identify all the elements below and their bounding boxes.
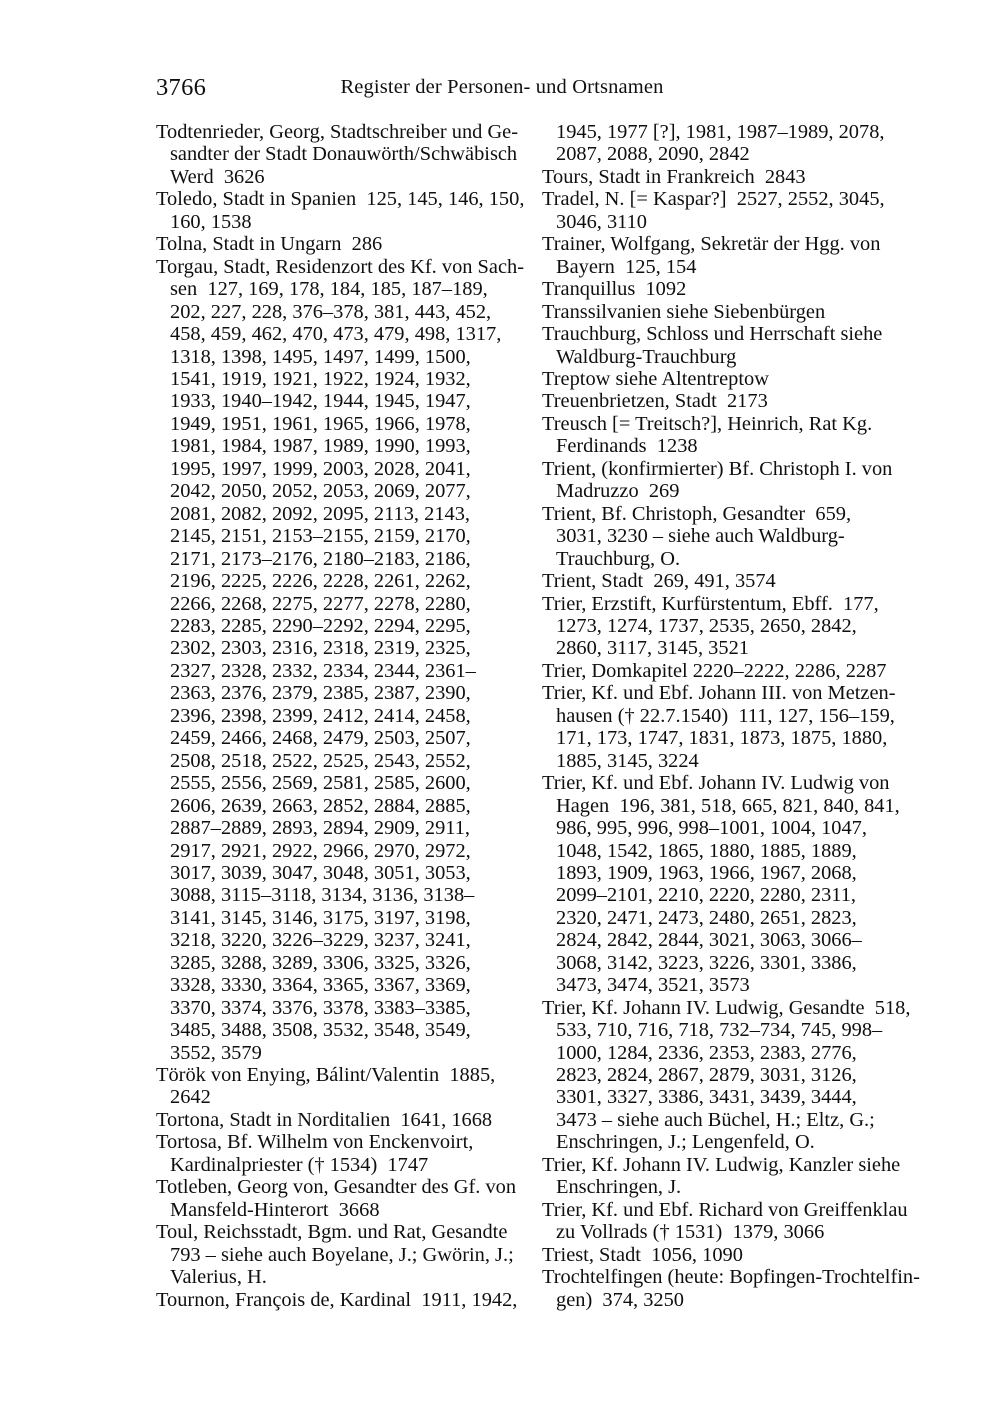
entry-line: Valerius, H.: [170, 1266, 267, 1289]
entry-line: Török von Enying, Bálint/Valentin 1885,: [156, 1064, 496, 1087]
page-header: [156, 74, 848, 106]
entry-line: 1541, 1919, 1921, 1922, 1924, 1932,: [170, 367, 471, 390]
entry-line: 3301, 3327, 3386, 3431, 3439, 3444,: [556, 1086, 857, 1109]
entry-line: Mansfeld-Hinterort 3668: [170, 1198, 380, 1221]
entry-treptow: [542, 368, 882, 390]
entry-line: 2917, 2921, 2922, 2966, 2970, 2972,: [170, 839, 471, 862]
entry-line: 1949, 1951, 1961, 1965, 1966, 1978,: [170, 412, 471, 435]
entry-line: 160, 1538: [170, 210, 252, 233]
entry-line: Totleben, Georg von, Gesandter des Gf. von: [156, 1176, 517, 1199]
entry-line: Trauchburg, Schloss und Herrschaft siehe: [542, 323, 883, 346]
entry-line: Tortosa, Bf. Wilhelm von Enckenvoirt,: [156, 1131, 474, 1154]
entry-line: 1945, 1977 [?], 1981, 1987–1989, 2078,: [556, 121, 885, 143]
entry-line: 2459, 2466, 2468, 2479, 2503, 2507,: [170, 727, 471, 750]
entry-transsilvanien: [542, 301, 882, 323]
entry-line: Madruzzo 269: [556, 480, 680, 503]
entry-line: 3218, 3220, 3226–3229, 3237, 3241,: [170, 929, 471, 952]
entry-line: 2824, 2842, 2844, 3021, 3063, 3066–: [556, 929, 862, 952]
entry-triest: [542, 1244, 882, 1266]
index-column-left: [156, 121, 525, 1311]
entry-line: Treusch [= Treitsch?], Heinrich, Rat Kg.: [542, 412, 873, 435]
page-number: 3766: [156, 74, 207, 101]
entry-tolna: [156, 233, 496, 255]
entry-line: 202, 227, 228, 376–378, 381, 443, 452,: [170, 300, 492, 323]
entry-line: 2196, 2225, 2226, 2228, 2261, 2262,: [170, 570, 471, 593]
entry-line: Torgau, Stadt, Residenzort des Kf. von Sach-: [156, 255, 524, 278]
entry-line: 1893, 1909, 1963, 1966, 1967, 2068,: [556, 861, 857, 884]
entry-tradel: [542, 188, 885, 233]
entry-totleben: [156, 1176, 517, 1221]
entry-line: Tortona, Stadt in Norditalien 1641, 1668: [156, 1108, 493, 1131]
entry-line: gen) 374, 3250: [556, 1288, 684, 1311]
entry-line: 2302, 2303, 2316, 2318, 2319, 2325,: [170, 637, 471, 660]
entry-line: 1885, 3145, 3224: [556, 749, 699, 772]
entry-line: Trier, Kf. Johann IV. Ludwig, Kanzler siehe: [542, 1153, 901, 1176]
entry-line: 2042, 2050, 2052, 2053, 2069, 2077,: [170, 480, 471, 503]
entry-trient-bf-christoph-i: [542, 457, 893, 503]
entry-line: 2327, 2328, 2332, 2334, 2344, 2361–: [170, 659, 476, 682]
entry-toul: [156, 1221, 514, 1289]
entry-line: Kardinalpriester († 1534) 1747: [170, 1153, 429, 1176]
entry-line: 3017, 3039, 3047, 3048, 3051, 3053,: [170, 861, 471, 884]
entry-trauchburg: [542, 323, 882, 368]
entry-line: Trier, Kf. und Ebf. Johann III. von Metzen-: [542, 682, 896, 705]
entry-toeroek-von-enying: [156, 1064, 496, 1109]
entry-line: 793 – siehe auch Boyelane, J.; Gwörin, J.;: [170, 1243, 514, 1266]
entry-line: 2081, 2082, 2092, 2095, 2113, 2143,: [170, 502, 471, 525]
entry-line: 3046, 3110: [556, 210, 648, 233]
entry-line: 3031, 3230 – siehe auch Waldburg-: [556, 525, 845, 548]
entry-trier-johann-iv-gesandte: [542, 996, 911, 1154]
entry-line: hausen († 22.7.1540) 111, 127, 156–159,: [556, 704, 895, 727]
entry-line: Trier, Kf. und Ebf. Johann IV. Ludwig von: [542, 772, 890, 795]
entry-line: 3552, 3579: [170, 1041, 262, 1064]
running-head-title: Register der Personen- und Ortsnamen: [340, 76, 664, 98]
entry-tournon-continued: [542, 121, 885, 166]
entry-line: 1933, 1940–1942, 1944, 1945, 1947,: [170, 390, 471, 413]
entry-line: Toul, Reichsstadt, Bgm. und Rat, Gesandte: [156, 1221, 508, 1244]
entry-line: 2145, 2151, 2153–2155, 2159, 2170,: [170, 525, 471, 548]
entry-line: 2363, 2376, 2379, 2385, 2387, 2390,: [170, 682, 471, 705]
entry-line: Ferdinands 1238: [556, 435, 698, 458]
entry-line: 3473 – siehe auch Büchel, H.; Eltz, G.;: [556, 1108, 875, 1131]
entry-torgau: [156, 255, 524, 1064]
entry-trient-bf-christoph-gesandter: [542, 503, 882, 570]
entry-tournon: [156, 1288, 518, 1311]
entry-line: Treptow siehe Altentreptow: [542, 367, 769, 390]
entry-trier-erzstift: [542, 593, 882, 660]
entry-trier-domkapitel: [542, 659, 887, 682]
entry-tours: [542, 166, 882, 188]
entry-trier-johann-iv-kanzler: [542, 1153, 901, 1199]
entry-line: 2887–2889, 2893, 2894, 2909, 2911,: [170, 817, 471, 840]
entry-trient-stadt: [542, 570, 882, 592]
entry-line: 2642: [170, 1086, 211, 1109]
entry-line: 2823, 2824, 2867, 2879, 3031, 3126,: [556, 1064, 857, 1087]
entry-line: Trier, Kf. Johann IV. Ludwig, Gesandte 518,: [542, 996, 911, 1019]
entry-line: 3473, 3474, 3521, 3573: [556, 974, 750, 997]
entry-treuenbrietzen: [542, 390, 882, 412]
entry-line: 1995, 1997, 1999, 2003, 2028, 2041,: [170, 457, 471, 480]
entry-line: zu Vollrads († 1531) 1379, 3066: [556, 1221, 825, 1244]
entry-line: 2266, 2268, 2275, 2277, 2278, 2280,: [170, 592, 471, 615]
entry-line: Tradel, N. [= Kaspar?] 2527, 2552, 3045,: [542, 188, 885, 211]
entry-line: Todtenrieder, Georg, Stadtschreiber und Ge-: [156, 121, 519, 143]
entry-line: Trainer, Wolfgang, Sekretär der Hgg. von: [542, 233, 881, 256]
entry-todtenrieder: [156, 121, 519, 188]
entry-line: 171, 173, 1747, 1831, 1873, 1875, 1880,: [556, 727, 888, 750]
entry-tortosa: [156, 1131, 496, 1176]
entry-line: 2099–2101, 2210, 2220, 2280, 2311,: [556, 884, 857, 907]
entry-line: 1318, 1398, 1495, 1497, 1499, 1500,: [170, 345, 471, 368]
entry-line: 3370, 3374, 3376, 3378, 3383–3385,: [170, 996, 471, 1019]
entry-line: Tolna, Stadt in Ungarn 286: [156, 233, 383, 256]
entry-line: Hagen 196, 381, 518, 665, 821, 840, 841,: [556, 794, 900, 817]
entry-line: Tranquillus 1092: [542, 278, 687, 301]
entry-trier-richard: [542, 1198, 908, 1244]
entry-line: Tours, Stadt in Frankreich 2843: [542, 165, 806, 188]
entry-line: sen 127, 169, 178, 184, 185, 187–189,: [170, 278, 488, 301]
entry-line: 2171, 2173–2176, 2180–2183, 2186,: [170, 547, 471, 570]
entry-line: Enschringen, J.: [556, 1176, 682, 1199]
entry-line: 2283, 2285, 2290–2292, 2294, 2295,: [170, 614, 471, 637]
entry-line: Bayern 125, 154: [556, 255, 697, 278]
entry-line: 3068, 3142, 3223, 3226, 3301, 3386,: [556, 951, 857, 974]
entry-line: Treuenbrietzen, Stadt 2173: [542, 390, 768, 413]
entry-trier-johann-iii: [542, 682, 896, 772]
entry-line: Trochtelfingen (heute: Bopfingen-Trochtelfin-: [542, 1266, 920, 1289]
entry-line: 3285, 3288, 3289, 3306, 3325, 3326,: [170, 951, 471, 974]
entry-line: 2555, 2556, 2569, 2581, 2585, 2600,: [170, 772, 471, 795]
entry-line: Trier, Kf. und Ebf. Richard von Greiffenklau: [542, 1198, 908, 1221]
entry-line: Enschringen, J.; Lengenfeld, O.: [556, 1131, 815, 1154]
entry-line: 533, 710, 716, 718, 732–734, 745, 998–: [556, 1019, 883, 1042]
entry-line: Trauchburg, O.: [556, 547, 681, 570]
entry-line: 2606, 2639, 2663, 2852, 2884, 2885,: [170, 794, 471, 817]
entry-line: 3088, 3115–3118, 3134, 3136, 3138–: [170, 884, 475, 907]
entry-line: Waldburg-Trauchburg: [556, 345, 737, 368]
entry-line: Werd 3626: [170, 165, 265, 188]
entry-line: Trier, Erzstift, Kurfürstentum, Ebff. 177,: [542, 592, 879, 615]
entry-line: 3328, 3330, 3364, 3365, 3367, 3369,: [170, 974, 471, 997]
entry-line: Trient, (konfirmierter) Bf. Christoph I. von: [542, 457, 893, 480]
entry-trainer: [542, 233, 882, 278]
entry-line: 1048, 1542, 1865, 1880, 1885, 1889,: [556, 839, 857, 862]
entry-line: 3485, 3488, 3508, 3532, 3548, 3549,: [170, 1019, 471, 1042]
entry-line: Trient, Bf. Christoph, Gesandter 659,: [542, 502, 852, 525]
entry-line: 2860, 3117, 3145, 3521: [556, 637, 749, 660]
entry-trochtelfingen: [542, 1266, 920, 1311]
entry-line: 2087, 2088, 2090, 2842: [556, 143, 750, 166]
entry-line: 1981, 1984, 1987, 1989, 1990, 1993,: [170, 435, 471, 458]
entry-toledo: [156, 188, 525, 233]
entry-line: Triest, Stadt 1056, 1090: [542, 1243, 743, 1266]
entry-line: 1273, 1274, 1737, 2535, 2650, 2842,: [556, 614, 857, 637]
entry-line: Transsilvanien siehe Siebenbürgen: [542, 300, 826, 323]
entry-trier-johann-iv-hagen: [542, 772, 900, 997]
entry-line: 1000, 1284, 2336, 2353, 2383, 2776,: [556, 1041, 857, 1064]
entry-treusch: [542, 413, 882, 458]
entry-line: Tournon, François de, Kardinal 1911, 1942,: [156, 1288, 518, 1311]
entry-line: 3141, 3145, 3146, 3175, 3197, 3198,: [170, 906, 471, 929]
entry-line: Trier, Domkapitel 2220–2222, 2286, 2287: [542, 659, 887, 682]
entry-line: Trient, Stadt 269, 491, 3574: [542, 570, 776, 593]
entry-line: Toledo, Stadt in Spanien 125, 145, 146, 150,: [156, 188, 525, 211]
entry-line: 2396, 2398, 2399, 2412, 2414, 2458,: [170, 704, 471, 727]
entry-line: sandter der Stadt Donauwörth/Schwäbisch: [170, 143, 518, 166]
entry-line: 2508, 2518, 2522, 2525, 2543, 2552,: [170, 749, 471, 772]
index-column-right: [542, 121, 920, 1311]
entry-tranquillus: [542, 278, 882, 300]
entry-line: 986, 995, 996, 998–1001, 1004, 1047,: [556, 817, 867, 840]
entry-line: 458, 459, 462, 470, 473, 479, 498, 1317,: [170, 323, 502, 346]
entry-tortona: [156, 1109, 496, 1131]
entry-line: 2320, 2471, 2473, 2480, 2651, 2823,: [556, 906, 857, 929]
